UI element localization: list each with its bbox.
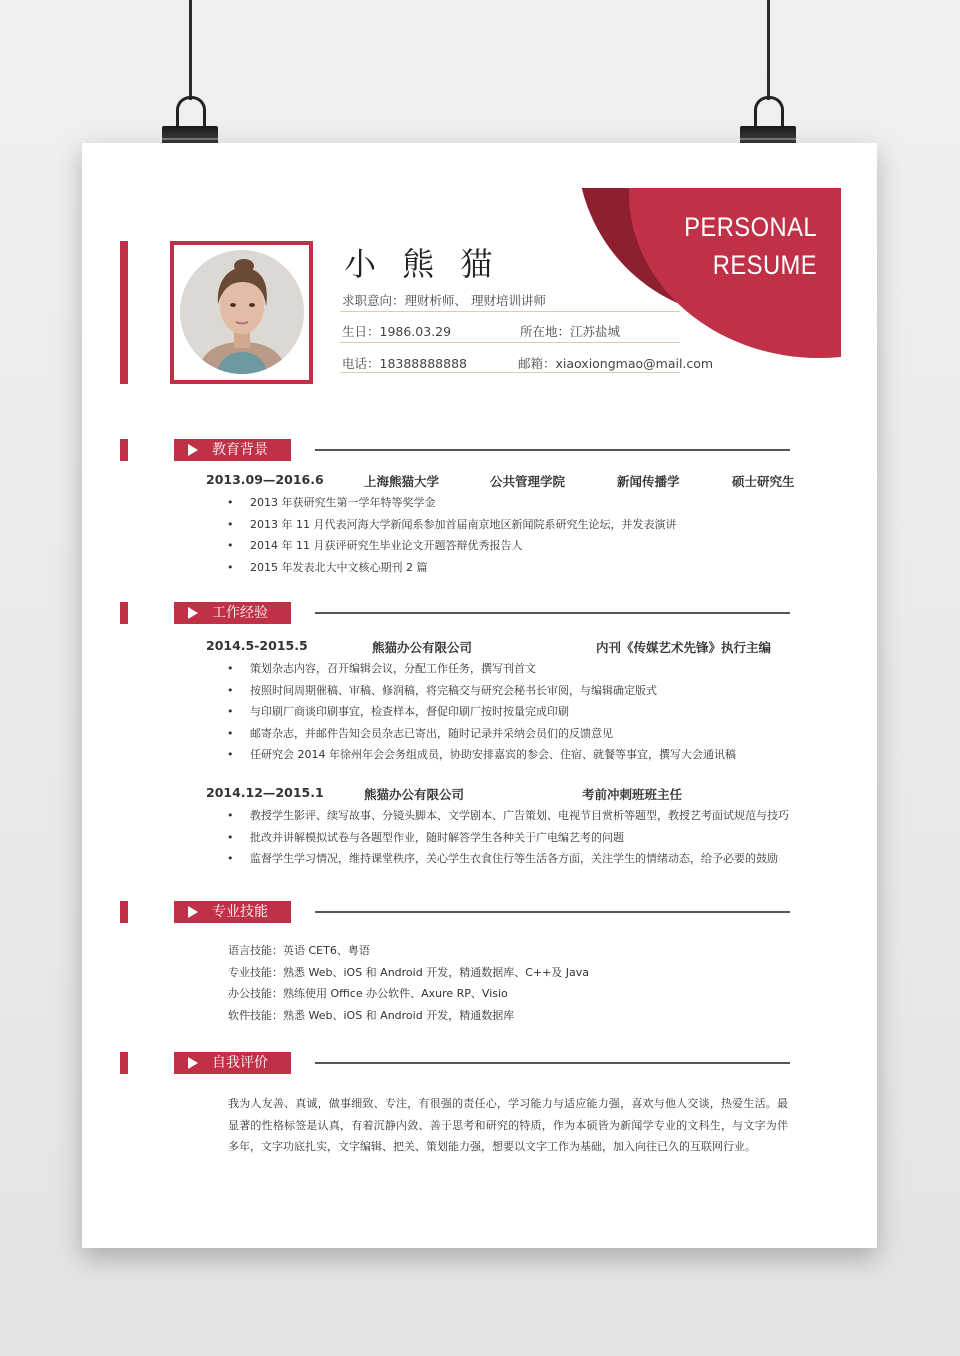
hanging-wire-left xyxy=(189,0,192,100)
list-item: 办公技能：熟练使用 Office 办公软件、Axure RP、Visio xyxy=(228,987,508,1001)
section-rule xyxy=(315,1062,790,1064)
list-item: • 2013 年获研究生第一学年特等奖学金 xyxy=(227,492,676,514)
divider xyxy=(340,311,680,312)
section-label: 工作经验 xyxy=(212,605,268,621)
phone: 电话：18388888888 xyxy=(342,356,467,371)
header-accent-bar xyxy=(120,241,128,384)
play-arrow-icon xyxy=(188,1057,198,1069)
hanging-wire-right xyxy=(767,0,770,100)
list-item: 专业技能：熟悉 Web、iOS 和 Android 开发，精通数据库、C++及 Java xyxy=(228,965,590,979)
candidate-name: 小 熊 猫 xyxy=(344,245,501,283)
edu-school: 上海熊猫大学 xyxy=(364,474,440,489)
section-title-self-eval xyxy=(174,1052,291,1074)
job-company: 熊猫办公有限公司 xyxy=(364,787,465,802)
section-rule xyxy=(315,911,790,913)
play-arrow-icon xyxy=(188,607,198,619)
play-arrow-icon xyxy=(188,906,198,918)
job-position: 内刊《传媒艺术先锋》执行主编 xyxy=(596,640,772,655)
job-period: 2014.12—2015.1 xyxy=(206,785,324,800)
list-item: • 2013 年 11 月代表河海大学新闻系参加首届南京地区新闻院系研究生论坛，并发表演讲 xyxy=(227,514,676,536)
section-title-education xyxy=(174,439,291,461)
photo-frame xyxy=(170,241,313,384)
section-accent-bar xyxy=(120,439,128,461)
job-intent: 求职意向：理财析师、 理财培训讲师 xyxy=(342,293,546,308)
education-list xyxy=(227,492,676,578)
section-rule xyxy=(315,449,790,451)
section-label: 专业技能 xyxy=(212,904,268,920)
edu-college: 公共管理学院 xyxy=(490,474,566,489)
job-duties-list xyxy=(227,658,736,766)
skills-list xyxy=(228,940,589,1027)
list-item: • 与印刷厂商谈印刷事宜，检查样本，督促印刷厂按时按量完成印刷 xyxy=(227,701,736,723)
list-item: 软件技能：熟悉 Web、iOS 和 Android 开发，精通数据库 xyxy=(228,1009,515,1023)
section-accent-bar xyxy=(120,1052,128,1074)
banner-line-1: PERSONAL xyxy=(684,212,817,242)
banner-line-2: RESUME xyxy=(712,250,817,280)
job-company: 熊猫办公有限公司 xyxy=(372,640,473,655)
play-arrow-icon xyxy=(188,444,198,456)
list-item: • 策划杂志内容，召开编辑会议，分配工作任务，撰写刊首文 xyxy=(227,658,736,680)
section-label: 自我评价 xyxy=(212,1055,268,1071)
email: 邮箱：xiaoxiongmao@mail.com xyxy=(518,356,714,371)
section-rule xyxy=(315,612,790,614)
edu-period: 2013.09—2016.6 xyxy=(206,472,324,487)
edu-degree: 硕士研究生 xyxy=(732,474,795,489)
location: 所在地：江苏盐城 xyxy=(520,324,621,339)
list-item: • 邮寄杂志，并邮件告知会员杂志已寄出，随时记录并采纳会员们的反馈意见 xyxy=(227,723,736,745)
job-position: 考前冲刺班班主任 xyxy=(582,787,683,802)
section-label: 教育背景 xyxy=(212,442,268,458)
divider xyxy=(340,342,680,343)
section-title-work xyxy=(174,602,291,624)
resume-paper xyxy=(82,143,877,1248)
list-item: • 按照时间周期催稿、审稿、修润稿，将完稿交与研究会秘书长审阅，与编辑确定版式 xyxy=(227,680,736,702)
section-accent-bar xyxy=(120,901,128,923)
list-item: • 监督学生学习情况，维持课堂秩序，关心学生衣食住行等生活各方面，关注学生的情绪动态，给予必要的鼓励 xyxy=(227,848,789,870)
avatar xyxy=(180,250,304,374)
banner-title xyxy=(684,208,817,284)
self-evaluation-text: 我为人友善、真诚，做事细致、专注，有很强的责任心，学习能力与适应能力强，喜欢与他人交谈，热爱生活。最显著的性格标签是认真，有着沉静内敛、善于思考和研究的特质，作为本硕皆为新闻学专业的文科生，与文字为伴多年，文字功底扎实，文字编辑、把关、策划能力强，想要以文字工作为基础，加入向往已久的互联网行业。 xyxy=(228,1097,788,1154)
section-accent-bar xyxy=(120,602,128,624)
job-period: 2014.5-2015.5 xyxy=(206,638,308,653)
list-item: • 任研究会 2014 年徐州年会会务组成员，协助安排嘉宾的参会、住宿、就餐等事宜，撰写大会通讯稿 xyxy=(227,744,736,766)
edu-major: 新闻传播学 xyxy=(617,474,680,489)
job-duties-list xyxy=(227,805,789,870)
list-item: • 2014 年 11 月获评研究生毕业论文开题答辩优秀报告人 xyxy=(227,535,676,557)
section-title-skills xyxy=(174,901,291,923)
list-item: • 教授学生影评、续写故事、分镜头脚本、文学剧本、广告策划、电视节目赏析等题型，教授艺考面试规范与技巧 xyxy=(227,805,789,827)
list-item: 语言技能：英语 CET6、粤语 xyxy=(228,944,370,957)
list-item: • 2015 年发表北大中文核心期刊 2 篇 xyxy=(227,557,676,579)
birthday: 生日：1986.03.29 xyxy=(342,324,452,339)
divider xyxy=(340,372,680,373)
list-item: • 批改并讲解模拟试卷与各题型作业，随时解答学生各种关于广电编艺考的问题 xyxy=(227,827,789,849)
